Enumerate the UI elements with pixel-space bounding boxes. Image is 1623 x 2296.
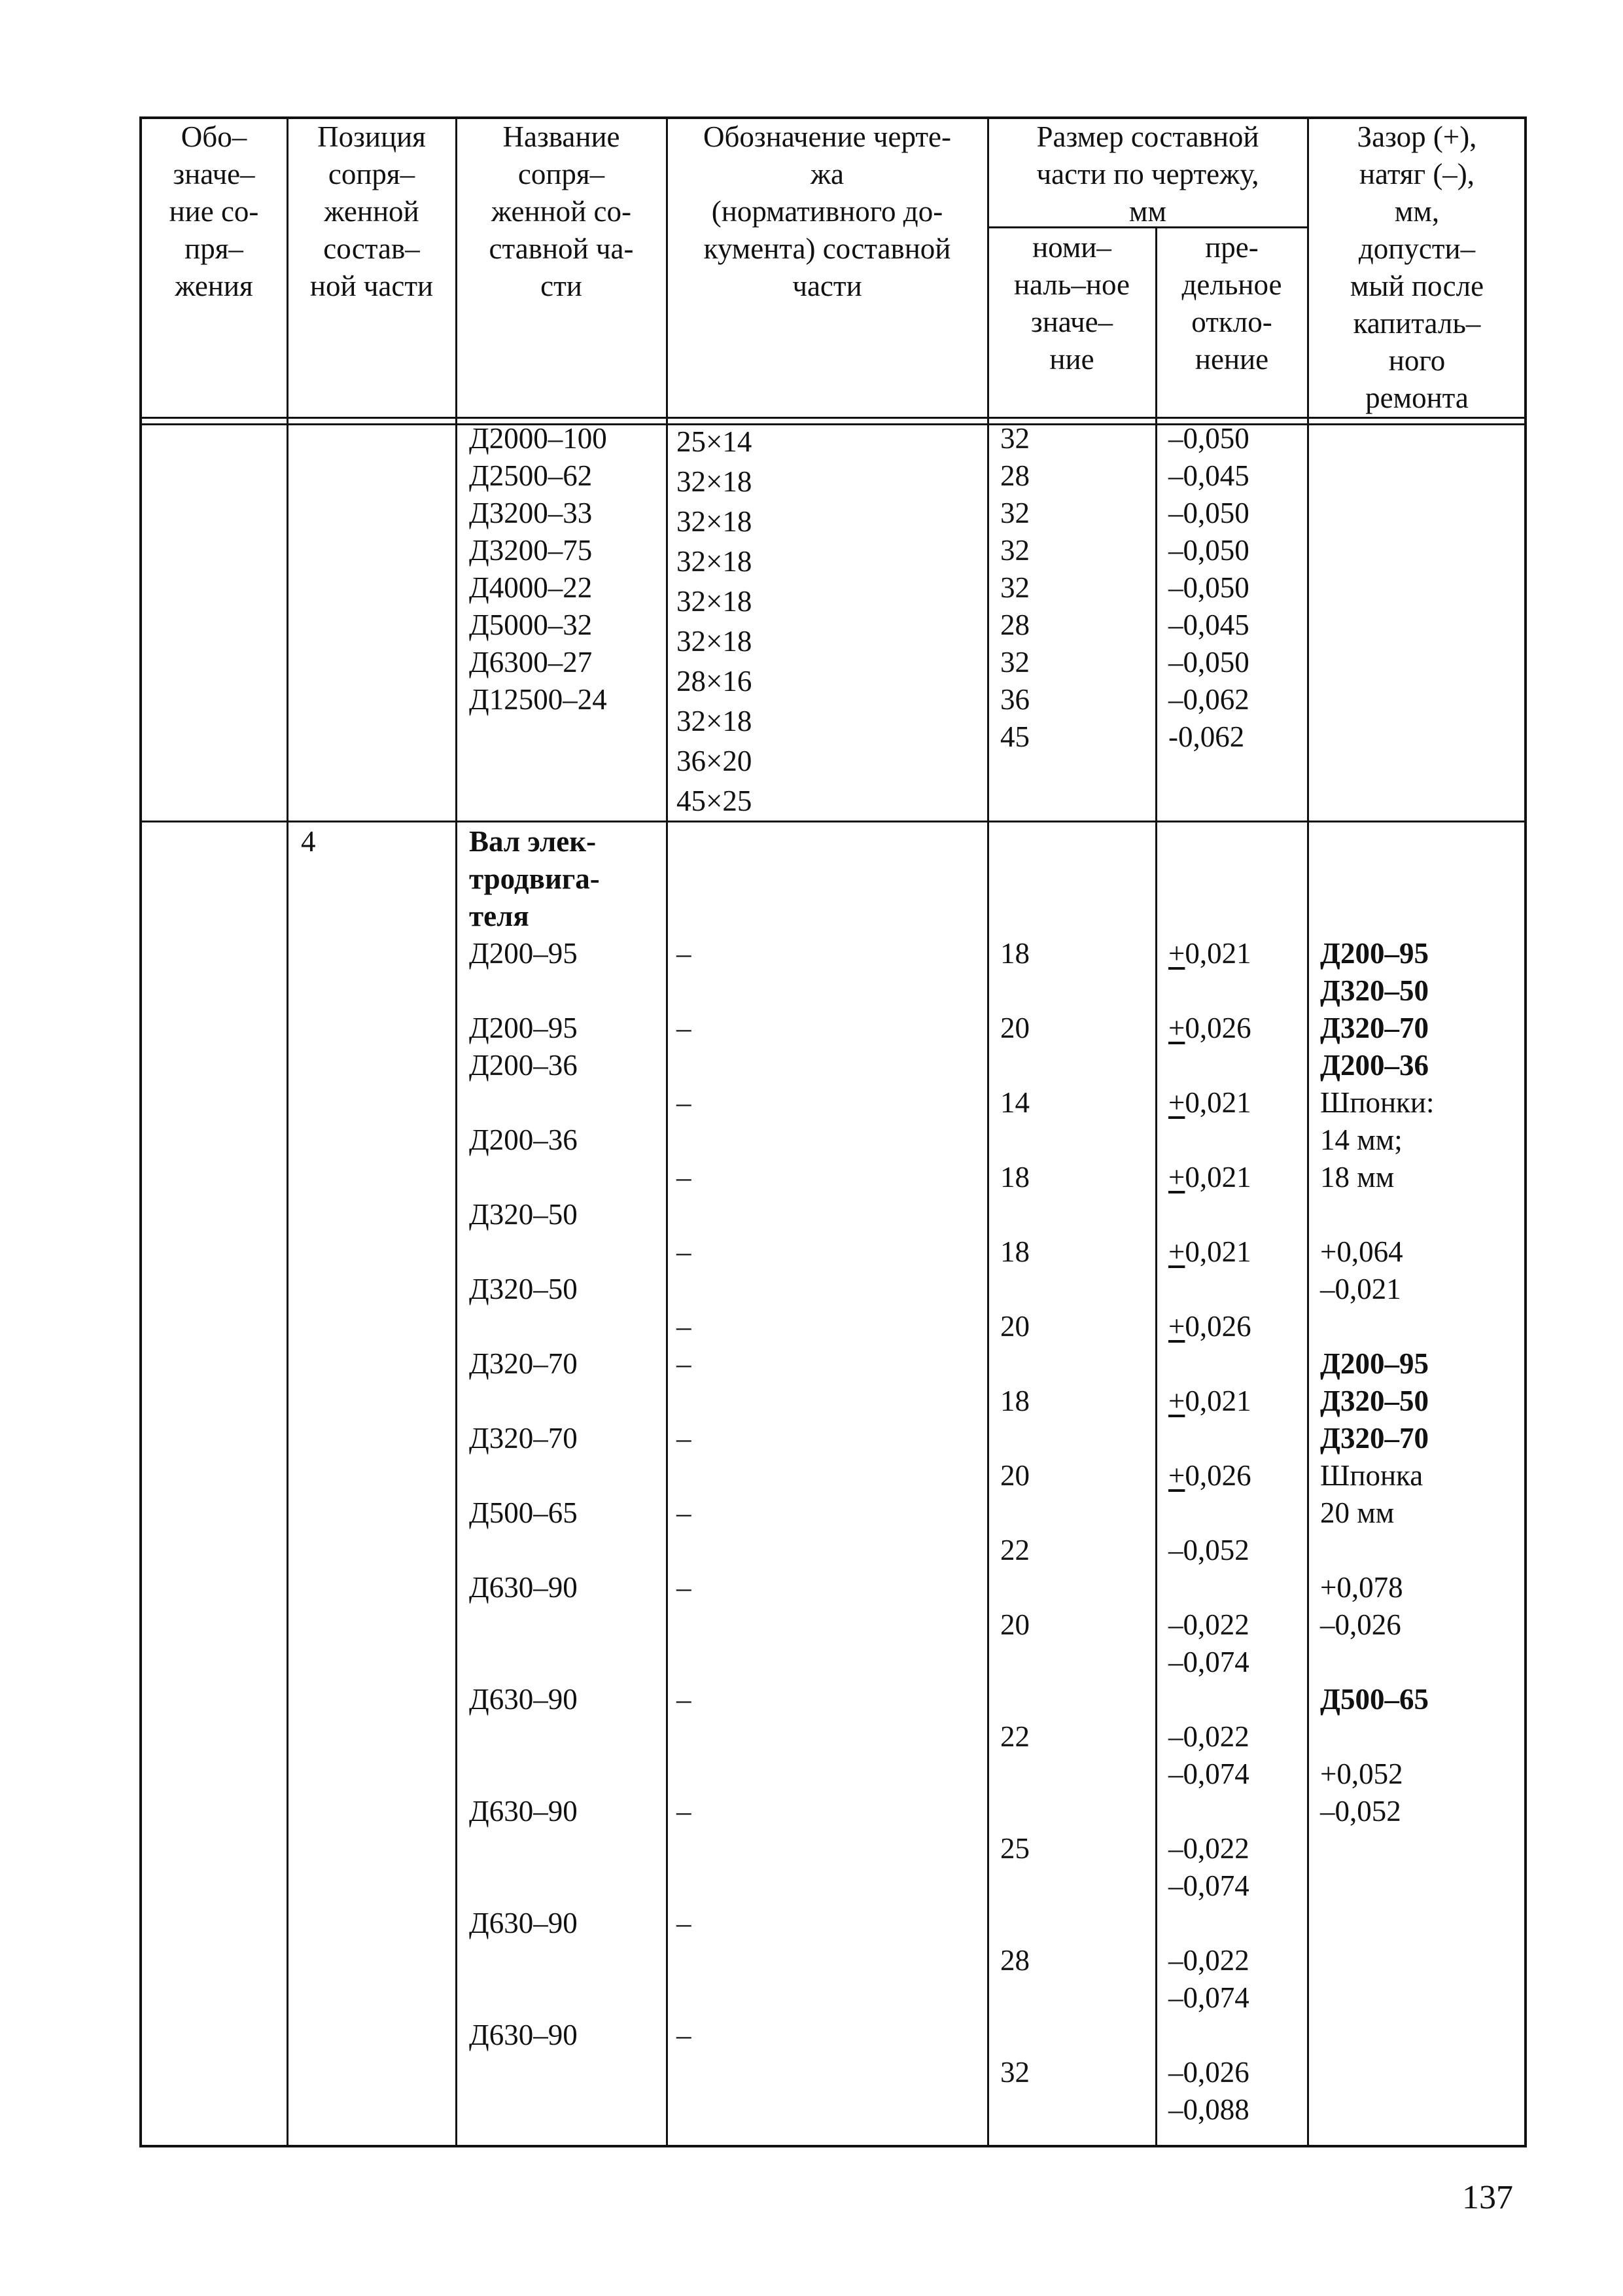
clearance-note: Шпонки: 14 мм; 18 мм	[1320, 1086, 1435, 1193]
drawing-size: 32×18	[676, 505, 752, 538]
drawing-dash: –	[676, 1795, 691, 1828]
nominal-value: 32	[1000, 2056, 1030, 2089]
motor-model: Д320–50	[469, 1198, 578, 1231]
header-col-position: Позиция сопря– женной состав– ной части	[309, 120, 434, 302]
drawing-dash: –	[676, 1496, 691, 1529]
clearance-models: Д500–65	[1320, 1683, 1429, 1716]
drawing-dash: –	[676, 1235, 691, 1268]
motor-model: Д320–70	[469, 1347, 578, 1380]
deviation-value: –0,022 –0,074	[1168, 1608, 1249, 1678]
motor-model: Д630–90	[469, 1795, 578, 1828]
nominal-value: 20	[1000, 1310, 1030, 1343]
motor-model: Д200–36	[469, 1123, 578, 1156]
drawing-size: 28×16	[676, 665, 752, 698]
deviation-value: –0,026 –0,088	[1168, 2056, 1249, 2126]
drawing-dash: –	[676, 2019, 691, 2051]
motor-model: Д320–70	[469, 1422, 578, 1455]
clearance-values: +0,064 –0,021	[1320, 1235, 1403, 1305]
nominal-value: 18	[1000, 1161, 1030, 1193]
motor-model: Д200–95	[469, 1012, 578, 1044]
part-title: Вал элек- тродвига- теля	[469, 825, 600, 932]
deviation-value: +0,021	[1168, 1385, 1251, 1417]
column-divider	[1307, 116, 1309, 2147]
deviation-value: –0,022 –0,074	[1168, 1832, 1249, 1902]
plus-minus-sign: +	[1168, 1086, 1185, 1119]
motor-model: Д630–90	[469, 1907, 578, 1939]
deviation-value: +0,021	[1168, 1086, 1251, 1119]
column-divider	[666, 116, 668, 2147]
motor-model: Д200–95	[469, 937, 578, 970]
motor-model: Д630–90	[469, 2019, 578, 2051]
deviation-value: +0,026	[1168, 1012, 1251, 1044]
deviation-values: –0,050 –0,045 –0,050 –0,050 –0,050 –0,045 –0,050 –0,062 -0,062	[1168, 422, 1249, 753]
clearance-values: +0,078 –0,026	[1320, 1571, 1403, 1641]
drawing-size: 36×20	[676, 745, 752, 777]
clearance-values: +0,052 –0,052	[1320, 1757, 1403, 1828]
header-bottom-line	[139, 417, 1527, 419]
table-frame	[139, 116, 1527, 2147]
nominal-value: 28	[1000, 1944, 1030, 1977]
nominal-value: 20	[1000, 1459, 1030, 1492]
deviation-value: +0,021	[1168, 1161, 1251, 1193]
nominal-value: 22	[1000, 1720, 1030, 1753]
deviation-value: +0,026	[1168, 1310, 1251, 1343]
motor-model: Д200–36	[469, 1049, 578, 1082]
deviation-value: +0,026	[1168, 1459, 1251, 1492]
deviation-value: –0,022 –0,074	[1168, 1944, 1249, 2014]
plus-minus-sign: +	[1168, 1310, 1185, 1343]
clearance-models: Д200–95 Д320–50 Д320–70	[1320, 1347, 1429, 1455]
drawing-dash: –	[676, 1683, 691, 1716]
drawing-dash: –	[676, 1347, 691, 1380]
header-bottom-line	[139, 423, 1527, 425]
plus-minus-sign: +	[1168, 1012, 1185, 1044]
motor-model: Д500–65	[469, 1496, 578, 1529]
page-number: 137	[1462, 2179, 1513, 2216]
drawing-size: 32×18	[676, 465, 752, 498]
part-names: Д2000–100 Д2500–62 Д3200–33 Д3200–75 Д4000–22 Д5000–32 Д6300–27 Д12500–24	[469, 422, 607, 716]
drawing-dash: –	[676, 1161, 691, 1193]
drawing-size: 32×18	[676, 545, 752, 578]
deviation-value: –0,022 –0,074	[1168, 1720, 1249, 1790]
header-col-deviation: пре- дельное откло- нение	[1181, 231, 1282, 376]
drawing-size: 32×18	[676, 625, 752, 658]
drawing-size: 32×18	[676, 585, 752, 618]
nominal-value: 14	[1000, 1086, 1030, 1119]
column-divider	[287, 116, 288, 2147]
header-col-clearance: Зазор (+), натяг (–), мм, допусти– мый после капиталь– ного ремонта	[1350, 120, 1484, 414]
drawing-dash: –	[676, 937, 691, 970]
nominal-value: 22	[1000, 1534, 1030, 1566]
drawing-dash: –	[676, 1310, 691, 1343]
drawing-dash: –	[676, 1422, 691, 1455]
motor-model: Д320–50	[469, 1273, 578, 1305]
motor-model: Д630–90	[469, 1571, 578, 1604]
drawing-size: 45×25	[676, 785, 752, 817]
header-col-nominal: номи– наль–ное значе– ние	[1013, 231, 1130, 376]
deviation-value: +0,021	[1168, 1235, 1251, 1268]
header-col-size: Размер составной части по чертежу, мм	[1036, 120, 1259, 228]
header-col-designation: Обо– значе– ние со- пря– жения	[169, 120, 259, 302]
header-col-drawing: Обозначение черте- жа (нормативного до- кумента) составной части	[703, 120, 952, 302]
clearance-note: Шпонка 20 мм	[1320, 1459, 1423, 1529]
drawing-dash: –	[676, 1571, 691, 1604]
nominal-value: 20	[1000, 1012, 1030, 1044]
position-number: 4	[301, 825, 316, 858]
plus-minus-sign: +	[1168, 1385, 1185, 1417]
plus-minus-sign: +	[1168, 937, 1185, 970]
column-divider	[987, 116, 989, 2147]
drawing-size: 32×18	[676, 705, 752, 737]
header-col-name: Название сопря– женной со- ставной ча- сти	[489, 120, 634, 302]
drawing-sizes	[676, 422, 752, 821]
motor-model: Д630–90	[469, 1683, 578, 1716]
nominal-value: 20	[1000, 1608, 1030, 1641]
column-divider	[1155, 226, 1157, 2147]
plus-minus-sign: +	[1168, 1459, 1185, 1492]
plus-minus-sign: +	[1168, 1161, 1185, 1193]
nominal-value: 25	[1000, 1832, 1030, 1865]
deviation-value: +0,021	[1168, 937, 1251, 970]
deviation-value: –0,052	[1168, 1534, 1249, 1566]
drawing-dash: –	[676, 1086, 691, 1119]
plus-minus-sign: +	[1168, 1235, 1185, 1268]
drawing-dash: –	[676, 1907, 691, 1939]
nominal-value: 18	[1000, 937, 1030, 970]
nominal-value: 18	[1000, 1235, 1030, 1268]
nominal-value: 18	[1000, 1385, 1030, 1417]
column-divider	[455, 116, 457, 2147]
drawing-size: 25×14	[676, 425, 752, 458]
section-divider	[139, 821, 1527, 822]
drawing-dash: –	[676, 1012, 691, 1044]
clearance-models: Д200–95 Д320–50 Д320–70 Д200–36	[1320, 937, 1429, 1082]
nominal-values: 32 28 32 32 32 28 32 36 45	[1000, 422, 1030, 753]
